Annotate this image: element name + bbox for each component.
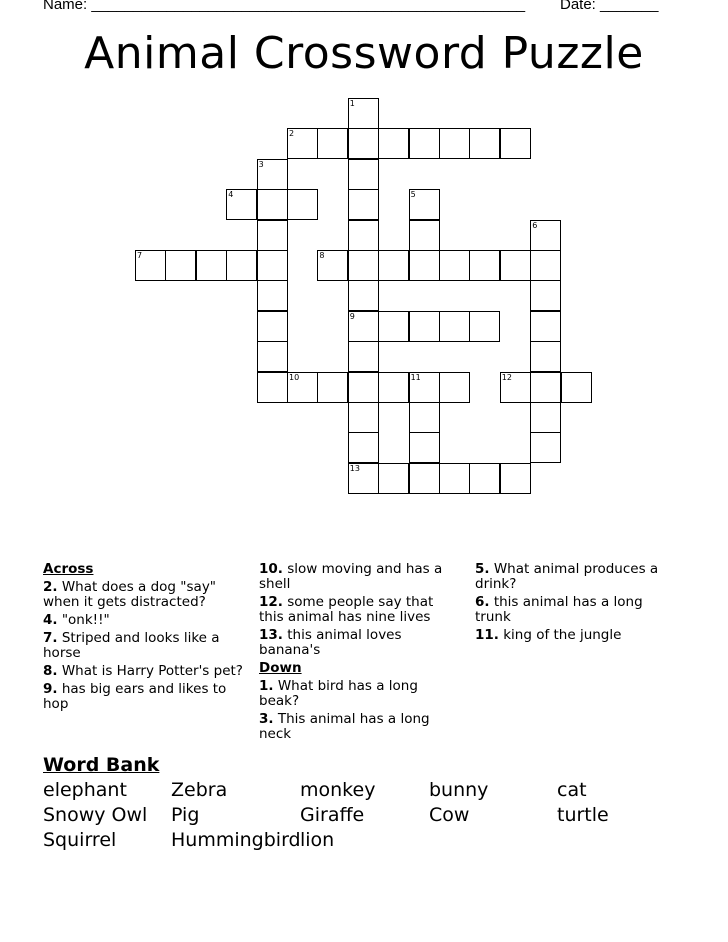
grid-cell xyxy=(409,432,440,463)
grid-cell xyxy=(257,341,288,372)
grid-cell xyxy=(287,372,318,403)
clue-across-10: 10. slow moving and has a shell xyxy=(259,561,443,592)
clue-across-2: 2. What does a dog "say" when it gets distracted? xyxy=(43,579,217,610)
grid-cell xyxy=(135,250,166,281)
grid-cell xyxy=(257,220,288,251)
grid-cell xyxy=(317,128,348,159)
grid-cell xyxy=(257,159,288,190)
grid-clue-number: 11 xyxy=(410,372,421,382)
grid-cell xyxy=(348,463,379,494)
grid-cell xyxy=(530,250,561,281)
word-bank-word: Giraffe xyxy=(300,804,365,826)
word-bank-word: cat xyxy=(557,779,587,801)
grid-cell xyxy=(257,372,288,403)
grid-cell xyxy=(165,250,196,281)
grid-cell xyxy=(530,311,561,342)
grid-cell xyxy=(348,128,379,159)
grid-clue-number: 1 xyxy=(349,99,355,108)
grid-clue-number: 3 xyxy=(258,159,264,169)
grid-cell xyxy=(469,128,500,159)
grid-cell xyxy=(439,372,470,403)
grid-cell xyxy=(530,402,561,433)
grid-cell xyxy=(409,372,440,403)
word-bank-word: elephant xyxy=(43,779,127,801)
grid-clue-number: 7 xyxy=(137,251,143,260)
grid-cell xyxy=(257,250,288,281)
clue-down-1: 1. What bird has a long beak? xyxy=(259,678,418,709)
grid-cell xyxy=(561,372,592,403)
grid-cell xyxy=(287,189,318,220)
word-bank-word: turtle xyxy=(557,804,609,826)
word-bank-word: bunny xyxy=(429,779,489,801)
word-bank-word: lion xyxy=(300,829,335,851)
clue-down-6: 6. this animal has a long trunk xyxy=(475,594,643,625)
word-bank-word: Pig xyxy=(171,804,200,826)
word-bank-word: monkey xyxy=(300,779,376,801)
grid-cell xyxy=(409,311,440,342)
grid-cell xyxy=(500,463,531,494)
grid-cell xyxy=(348,98,379,129)
clues-column-1 xyxy=(43,562,243,715)
grid-cell xyxy=(409,402,440,433)
grid-clue-number: 13 xyxy=(349,463,360,473)
across-heading: Across xyxy=(43,561,94,577)
down-heading: Down xyxy=(259,660,302,676)
clues-column-3 xyxy=(475,562,675,646)
grid-clue-number: 4 xyxy=(228,190,234,200)
grid-cell xyxy=(530,432,561,463)
word-bank-word: Cow xyxy=(429,804,470,826)
grid-cell xyxy=(378,372,409,403)
grid-clue-number: 6 xyxy=(532,220,538,230)
grid-cell xyxy=(378,128,409,159)
grid-cell xyxy=(257,189,288,220)
grid-cell xyxy=(378,463,409,494)
grid-cell xyxy=(348,280,379,311)
grid-cell xyxy=(439,250,470,281)
clue-down-11: 11. king of the jungle xyxy=(475,627,622,643)
clues-column-2 xyxy=(259,562,459,745)
grid-clue-number: 10 xyxy=(289,372,300,382)
word-bank-heading: Word Bank xyxy=(43,754,160,776)
grid-cell xyxy=(469,311,500,342)
grid-cell xyxy=(226,250,257,281)
clue-across-9: 9. has big ears and likes to hop xyxy=(43,681,227,712)
grid-cell xyxy=(348,341,379,372)
grid-cell xyxy=(348,189,379,220)
page-title: Animal Crossword Puzzle xyxy=(84,28,644,79)
clue-across-8: 8. What is Harry Potter's pet? xyxy=(43,663,243,679)
clue-across-4: 4. "onk!!" xyxy=(43,612,110,628)
grid-cell xyxy=(439,128,470,159)
grid-clue-number: 5 xyxy=(410,190,416,200)
word-bank-word: Zebra xyxy=(171,779,228,801)
grid-cell xyxy=(530,280,561,311)
grid-clue-number: 2 xyxy=(289,129,295,139)
grid-cell xyxy=(348,402,379,433)
grid-cell xyxy=(378,250,409,281)
grid-cell xyxy=(469,463,500,494)
grid-cell xyxy=(469,250,500,281)
grid-cell xyxy=(500,250,531,281)
grid-cell xyxy=(530,341,561,372)
grid-cell xyxy=(317,372,348,403)
grid-cell xyxy=(348,432,379,463)
grid-cell xyxy=(500,372,531,403)
grid-clue-number: 8 xyxy=(319,251,325,260)
grid-cell xyxy=(257,280,288,311)
grid-cell xyxy=(409,128,440,159)
grid-cell xyxy=(409,220,440,251)
word-bank-word: Squirrel xyxy=(43,829,117,851)
grid-clue-number: 12 xyxy=(501,372,512,382)
word-bank-word: Hummingbird xyxy=(171,829,301,851)
grid-cell xyxy=(530,220,561,251)
grid-cell xyxy=(439,463,470,494)
grid-cell xyxy=(348,220,379,251)
grid-cell xyxy=(348,159,379,190)
grid-cell xyxy=(530,372,561,403)
grid-cell xyxy=(348,250,379,281)
grid-cell xyxy=(348,311,379,342)
clue-down-3: 3. This animal has a long neck xyxy=(259,711,430,742)
grid-cell xyxy=(257,311,288,342)
grid-cell xyxy=(287,128,318,159)
grid-clue-number: 9 xyxy=(349,311,355,321)
clue-across-7: 7. Striped and looks like a horse xyxy=(43,630,220,661)
grid-cell xyxy=(348,372,379,403)
clue-across-12: 12. some people say that this animal has nine lives xyxy=(259,594,434,625)
grid-cell xyxy=(409,463,440,494)
date-field-label: Date: _______ xyxy=(560,0,659,13)
grid-cell xyxy=(409,189,440,220)
grid-cell xyxy=(196,250,227,281)
grid-cell xyxy=(500,128,531,159)
clue-across-13: 13. this animal loves banana's xyxy=(259,627,402,658)
word-bank-word: Snowy Owl xyxy=(43,804,148,826)
grid-cell xyxy=(409,250,440,281)
grid-cell xyxy=(226,189,257,220)
grid-cell xyxy=(317,250,348,281)
grid-cell xyxy=(439,311,470,342)
clue-down-5: 5. What animal produces a drink? xyxy=(475,561,659,592)
grid-cell xyxy=(378,311,409,342)
name-field-label: Name: ____________________________________________________ xyxy=(43,0,526,13)
